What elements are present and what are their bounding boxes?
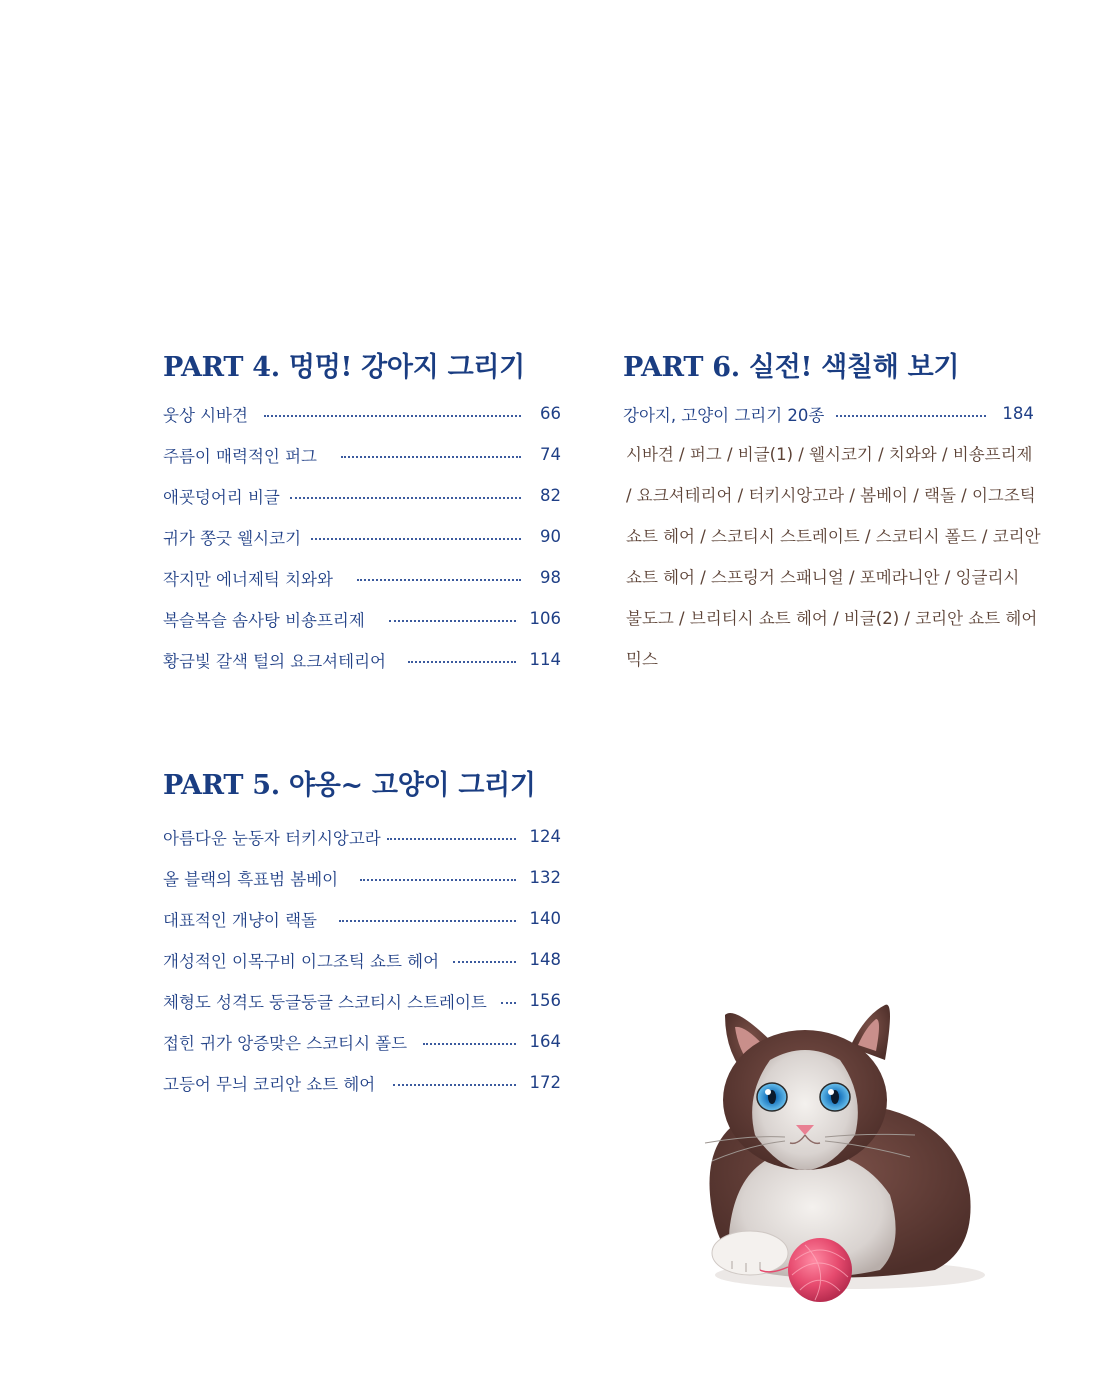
leader-dots xyxy=(423,1043,515,1045)
toc-row[interactable] xyxy=(623,393,1034,434)
toc-page-number: 148 xyxy=(529,950,561,969)
leader-dots xyxy=(408,661,516,663)
leader-dots xyxy=(264,415,521,417)
breed-line: 쇼트 헤어 / 스코티시 스트레이트 / 스코티시 폴드 / 코리안 xyxy=(626,527,1041,546)
leader-dots xyxy=(290,497,521,499)
breed-line: 쇼트 헤어 / 스프링거 스패니얼 / 포메라니안 / 잉글리시 xyxy=(626,568,1020,587)
toc-page-number: 132 xyxy=(529,868,561,887)
toc-label: 올 블랙의 흑표범 봄베이 xyxy=(163,869,339,889)
toc-row[interactable] xyxy=(163,475,561,516)
toc-page-number: 90 xyxy=(540,527,561,546)
toc-row[interactable] xyxy=(163,980,561,1021)
part4-list xyxy=(163,393,561,680)
leader-dots xyxy=(393,1084,515,1086)
toc-row[interactable] xyxy=(163,598,561,639)
toc-row[interactable] xyxy=(163,816,561,857)
toc-page-number: 164 xyxy=(529,1032,561,1051)
toc-page-number: 172 xyxy=(529,1073,561,1092)
leader-dots xyxy=(387,838,516,840)
toc-label: 웃상 시바견 xyxy=(163,405,248,425)
leader-dots xyxy=(453,961,515,963)
breed-line: 시바견 / 퍼그 / 비글(1) / 웰시코기 / 치와와 / 비숑프리제 xyxy=(626,445,1033,464)
toc-page-number: 98 xyxy=(540,568,561,587)
toc-label: 강아지, 고양이 그리기 20종 xyxy=(623,405,825,425)
toc-label: 아름다운 눈동자 터키시앙고라 xyxy=(163,828,381,848)
toc-row[interactable] xyxy=(163,1021,561,1062)
toc-label: 개성적인 이목구비 이그조틱 쇼트 헤어 xyxy=(163,951,440,971)
toc-label: 주름이 매력적인 퍼그 xyxy=(163,446,317,466)
toc-page-number: 66 xyxy=(540,404,561,423)
toc-page-number: 156 xyxy=(529,991,561,1010)
toc-page-number: 114 xyxy=(529,650,561,669)
leader-dots xyxy=(501,1002,516,1004)
toc-label: 작지만 에너제틱 치와와 xyxy=(163,569,333,589)
leader-dots xyxy=(836,415,986,417)
toc-row[interactable] xyxy=(163,1062,561,1103)
breed-line: 불도그 / 브리티시 쇼트 헤어 / 비글(2) / 코리안 쇼트 헤어 xyxy=(626,609,1038,628)
toc-label: 접힌 귀가 앙증맞은 스코티시 폴드 xyxy=(163,1033,408,1053)
toc-row[interactable] xyxy=(163,939,561,980)
toc-label: 체형도 성격도 둥글둥글 스코티시 스트레이트 xyxy=(163,992,487,1012)
toc-row[interactable] xyxy=(163,639,561,680)
leader-dots xyxy=(339,920,516,922)
toc-label: 귀가 쫑긋 웰시코기 xyxy=(163,528,302,548)
part5-title: PART 5. 야옹~ 고양이 그리기 xyxy=(163,770,536,801)
toc-row[interactable] xyxy=(163,898,561,939)
leader-dots xyxy=(357,579,521,581)
toc-page-number: 82 xyxy=(540,486,561,505)
toc-label: 대표적인 개냥이 랙돌 xyxy=(163,910,317,930)
toc-row[interactable] xyxy=(163,516,561,557)
leader-dots xyxy=(311,538,521,540)
part5-list xyxy=(163,816,561,1103)
leader-dots xyxy=(360,879,515,881)
toc-page-number: 106 xyxy=(529,609,561,628)
toc-row[interactable] xyxy=(163,393,561,434)
toc-page-number: 140 xyxy=(529,909,561,928)
toc-page-number: 124 xyxy=(529,827,561,846)
part6-title: PART 6. 실전! 색칠해 보기 xyxy=(623,352,960,383)
toc-row[interactable] xyxy=(163,857,561,898)
toc-label: 애굣덩어리 비글 xyxy=(163,487,280,507)
toc-label: 황금빛 갈색 털의 요크셔테리어 xyxy=(163,651,386,671)
toc-row[interactable] xyxy=(163,557,561,598)
breed-line: / 요크셔테리어 / 터키시앙고라 / 봄베이 / 랙돌 / 이그조틱 xyxy=(626,486,1036,505)
toc-label: 복슬복슬 솜사탕 비숑프리제 xyxy=(163,610,365,630)
toc-label: 고등어 무늬 코리안 쇼트 헤어 xyxy=(163,1074,376,1094)
leader-dots xyxy=(389,620,516,622)
toc-page-number: 184 xyxy=(1002,404,1034,423)
toc-page-number: 74 xyxy=(540,445,561,464)
breed-line: 믹스 xyxy=(626,650,658,669)
leader-dots xyxy=(341,456,521,458)
ragdoll-cat-icon xyxy=(690,985,990,1315)
breed-list xyxy=(626,434,1041,680)
part4-title: PART 4. 멍멍! 강아지 그리기 xyxy=(163,352,525,383)
toc-row[interactable] xyxy=(163,434,561,475)
